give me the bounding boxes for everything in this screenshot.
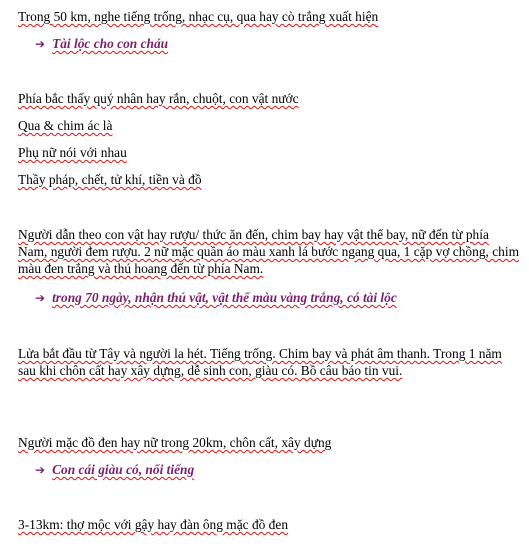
callout-rich-famous: [35, 462, 194, 478]
arrow-right-icon: ➔: [35, 291, 46, 305]
arrow-right-icon: ➔: [35, 463, 46, 477]
callout-text: trong 70 ngày, nhận thú vật, vật thể màu vàng trắng, có tài lộc: [52, 290, 397, 305]
paragraph-animal-wine: Người dẫn theo con vật hay rượu/ thức ăn đến, chim bay hay vật thể bay, nữ đến từ phía Nam, người đem rượu. 2 nữ mặc quần áo màu xanh lá bước ngang qua, 1 cặp vợ chồng, chim màu đen trắng và thú hoang đến từ phía Nam.: [18, 227, 519, 276]
arrow-right-icon: ➔: [35, 37, 46, 51]
callout-text: Tài lộc cho con cháu: [52, 36, 169, 51]
paragraph-crow-magpie: Qua & chim ác là: [18, 118, 113, 133]
paragraph-black-clothes: Người mặc đồ đen hay nữ trong 20km, chôn cất, xây dựng: [18, 435, 332, 450]
paragraph-carpenter: 3-13km: thợ mộc với gậy hay đàn ông mặc đồ đen: [18, 517, 289, 532]
paragraph-north-omen: Phía bắc thấy quý nhân hay rắn, chuột, con vật nước: [18, 91, 299, 106]
paragraph-drum-omen: Trong 50 km, nghe tiếng trống, nhạc cụ, qua hay cò trắng xuất hiện: [18, 9, 379, 24]
callout-wealth-descendants: [35, 36, 168, 52]
callout-seventy-days: [35, 290, 397, 306]
callout-text: Con cái giàu có, nổi tiếng: [52, 462, 195, 477]
paragraph-shaman-death: Thầy pháp, chết, tử khí, tiền và đồ: [18, 172, 202, 187]
paragraph-fire-west: Lửa bắt đầu từ Tây và người la hét. Tiếng trống. Chim bay và phát âm thanh. Trong 1 năm sau khi chôn cất hay xây dựng, dễ sinh con, giàu có. Bồ câu báo tin vui.: [18, 346, 502, 378]
paragraph-women-talking: Phụ nữ nói với nhau: [18, 145, 127, 160]
